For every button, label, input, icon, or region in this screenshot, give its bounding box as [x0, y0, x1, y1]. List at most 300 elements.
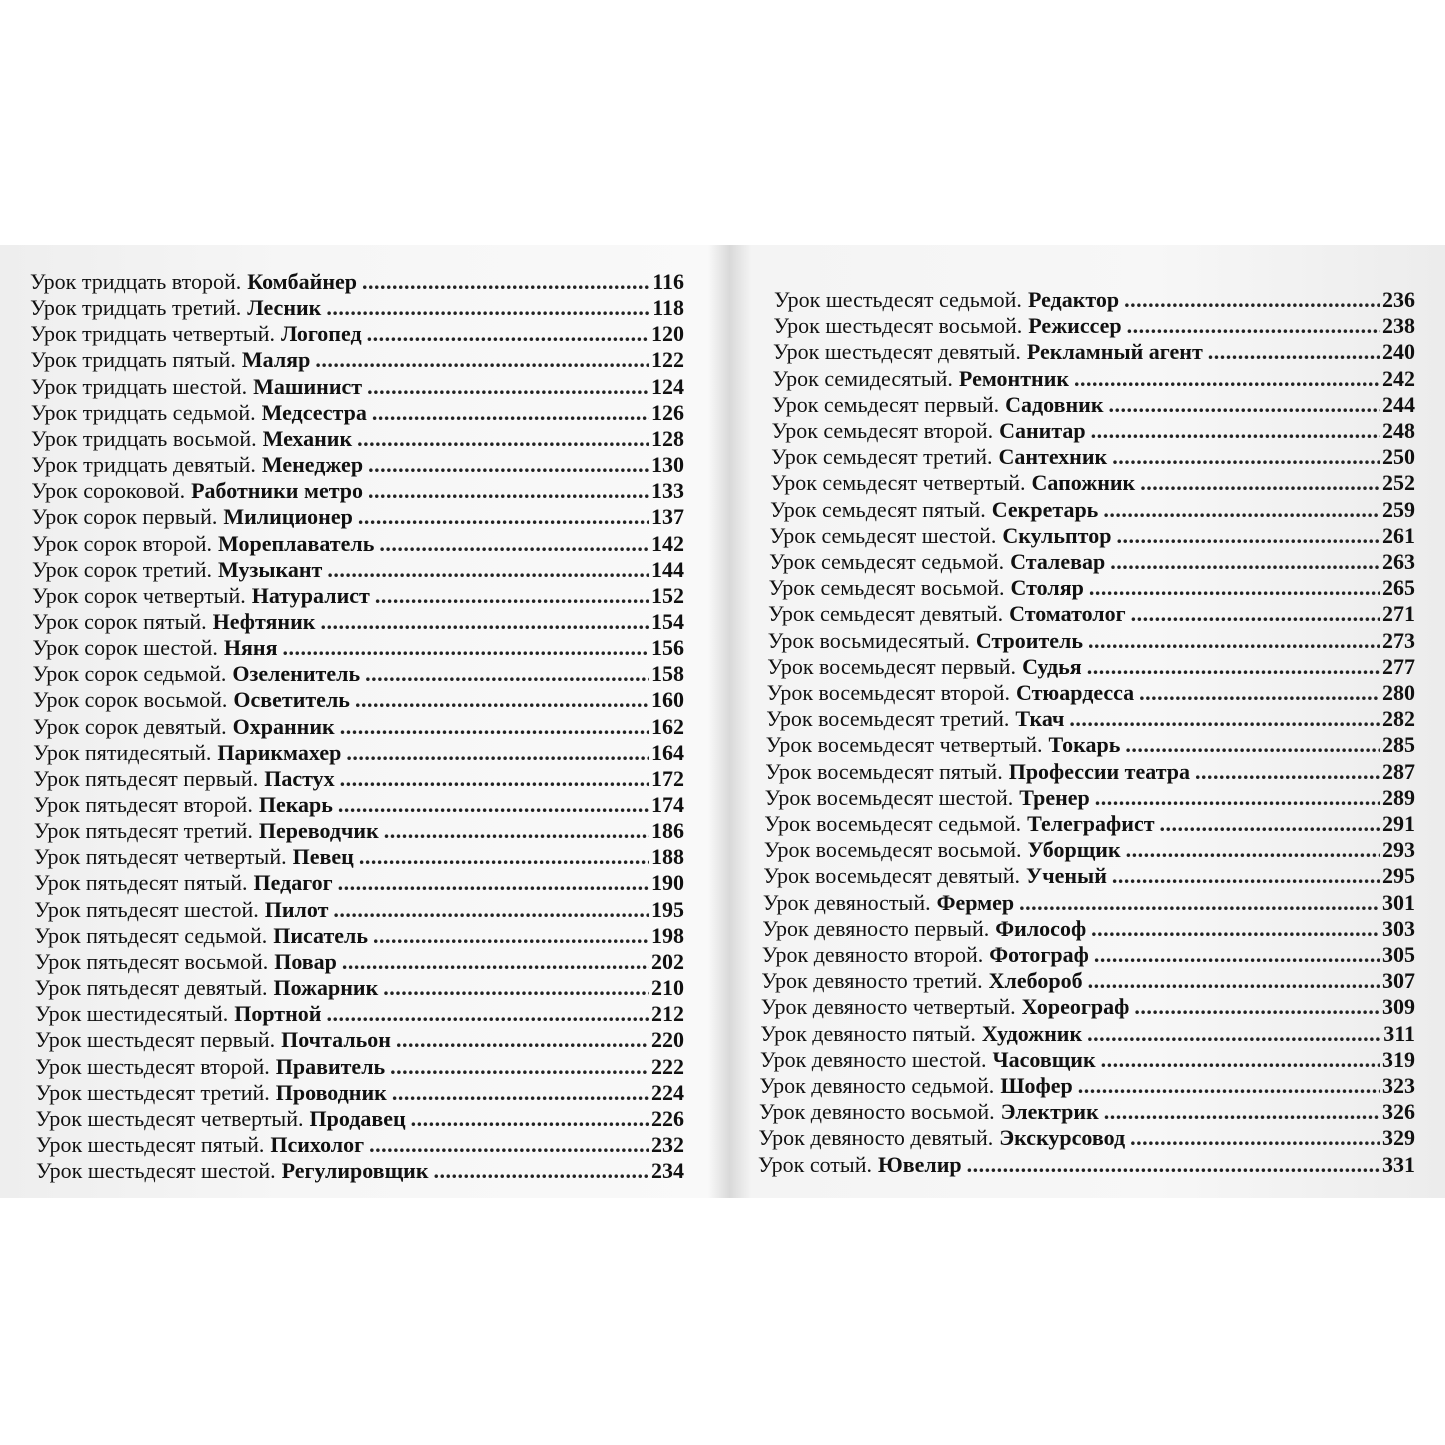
toc-entry [32, 583, 684, 609]
lesson-number: Урок тридцать четвертый. [30, 321, 275, 347]
page-number: 174 [650, 792, 684, 817]
toc-entry [36, 1132, 684, 1158]
lesson-title: Пастух [264, 765, 335, 791]
dot-leader [340, 714, 649, 740]
page-number: 118 [652, 295, 684, 321]
page-number: 248 [1381, 418, 1415, 443]
toc-entry [774, 287, 1415, 313]
lesson-number: Урок семидесятый. [772, 365, 953, 391]
page-number: 126 [650, 399, 684, 425]
dot-leader [967, 1152, 1380, 1178]
page-number: 309 [1381, 994, 1415, 1020]
dot-leader [1087, 654, 1380, 680]
dot-leader [1112, 863, 1380, 889]
toc-entry [760, 1021, 1415, 1047]
page-number: 295 [1381, 863, 1415, 889]
dot-leader [1140, 470, 1380, 496]
lesson-title: Лесник [247, 295, 322, 321]
lesson-title: Менеджер [261, 452, 364, 478]
toc-entry [34, 897, 684, 923]
dot-leader [1124, 287, 1380, 313]
lesson-number: Урок тридцать девятый. [31, 452, 256, 478]
lesson-title: Педагог [253, 870, 333, 896]
dot-leader [1195, 759, 1380, 785]
lesson-number: Урок шестьдесят четвертый. [35, 1105, 304, 1131]
lesson-title: Шофер [1000, 1073, 1073, 1098]
lesson-number: Урок шестьдесят девятый. [773, 339, 1021, 365]
dot-leader [338, 870, 649, 896]
lesson-title: Уборщик [1027, 837, 1121, 863]
lesson-title: Ученый [1026, 863, 1107, 889]
dot-leader [368, 478, 649, 504]
lesson-number: Урок восемьдесят пятый. [765, 758, 1003, 784]
toc-entry [767, 654, 1415, 680]
page-number: 190 [650, 870, 684, 896]
dot-leader [396, 1027, 649, 1053]
lesson-number: Урок семьдесят восьмой. [768, 575, 1005, 601]
dot-leader [367, 374, 649, 400]
page-number: 301 [1381, 889, 1415, 915]
dot-leader [1139, 680, 1380, 706]
dot-leader [1160, 811, 1380, 837]
toc-entry [760, 1047, 1415, 1073]
lesson-number: Урок тридцать пятый. [30, 347, 236, 373]
toc-entry [32, 635, 684, 661]
lesson-number: Урок девяносто девятый. [758, 1125, 994, 1151]
lesson-number: Урок шестидесятый. [34, 1001, 229, 1027]
page-number: 307 [1381, 968, 1415, 994]
lesson-title: Проводник [275, 1079, 387, 1105]
toc-entry [35, 1080, 684, 1106]
toc-entry [773, 366, 1415, 392]
lesson-number: Урок девяносто пятый. [760, 1020, 976, 1046]
dot-leader [1088, 628, 1380, 654]
lesson-title: Художник [981, 1020, 1083, 1046]
page-number: 287 [1381, 758, 1415, 784]
dot-leader [357, 426, 649, 452]
page-number: 133 [650, 478, 684, 504]
page-number: 326 [1381, 1099, 1415, 1125]
lesson-number: Урок пятидесятый. [33, 739, 212, 765]
lesson-number: Урок девяносто седьмой. [759, 1073, 995, 1098]
lesson-title: Скульптор [1002, 522, 1112, 548]
lesson-title: Стоматолог [1009, 601, 1126, 627]
toc-entry [35, 1001, 684, 1027]
toc-entry [772, 418, 1415, 444]
lesson-title: Часовщик [992, 1046, 1096, 1072]
lesson-title: Осветитель [233, 687, 350, 713]
lesson-number: Урок пятьдесят второй. [33, 792, 253, 817]
dot-leader [1089, 575, 1380, 601]
toc-entry [30, 295, 684, 321]
page-number: 331 [1382, 1151, 1415, 1177]
dot-leader [383, 975, 649, 1001]
lesson-number: Урок сороковой. [31, 478, 186, 504]
lesson-title: Правитель [275, 1053, 386, 1079]
toc-entry [34, 844, 684, 870]
page-number: 116 [652, 269, 684, 294]
page-number: 120 [650, 321, 684, 347]
lesson-number: Урок восемьдесят третий. [766, 706, 1010, 732]
dot-leader [359, 844, 649, 870]
page-number: 137 [650, 504, 684, 530]
page-number: 236 [1382, 287, 1415, 312]
page-number: 128 [650, 425, 684, 451]
lesson-number: Урок пятьдесят первый. [33, 765, 259, 791]
toc-entry [30, 269, 684, 295]
lesson-number: Урок шестьдесят восьмой. [773, 313, 1023, 339]
toc-entry [769, 575, 1415, 601]
lesson-number: Урок тридцать второй. [30, 269, 242, 294]
lesson-number: Урок пятьдесят седьмой. [34, 922, 268, 948]
lesson-number: Урок семьдесят третий. [771, 444, 993, 470]
lesson-number: Урок восьмидесятый. [767, 627, 970, 653]
dot-leader [1134, 994, 1380, 1020]
lesson-title: Хлебороб [988, 968, 1083, 994]
lesson-number: Урок семьдесят шестой. [769, 522, 997, 548]
toc-entry [35, 1054, 684, 1080]
dot-leader [1103, 497, 1380, 523]
toc-entry [772, 392, 1415, 418]
lesson-number: Урок сорок первый. [31, 504, 218, 530]
dot-leader [1094, 942, 1380, 968]
lesson-title: Редактор [1027, 287, 1120, 312]
toc-entry [766, 706, 1415, 732]
lesson-title: Маляр [241, 347, 311, 373]
lesson-number: Урок восемьдесят первый. [767, 653, 1017, 679]
lesson-title: Токарь [1048, 732, 1121, 758]
page-number: 220 [650, 1027, 684, 1053]
toc-entry [32, 504, 684, 530]
toc-entry [773, 339, 1415, 365]
toc-entry [31, 478, 684, 504]
dot-leader [1112, 444, 1380, 470]
dot-leader [315, 347, 649, 373]
page-number: 172 [650, 765, 684, 791]
lesson-number: Урок семьдесят второй. [771, 418, 994, 443]
dot-leader [1126, 837, 1380, 863]
lesson-number: Урок сотый. [758, 1151, 872, 1177]
toc-entry [762, 916, 1415, 942]
page-number: 277 [1381, 653, 1415, 679]
lesson-title: Фермер [936, 889, 1015, 915]
page-number: 293 [1381, 837, 1415, 863]
lesson-title: Певец [292, 844, 354, 870]
toc-entry [761, 968, 1415, 994]
lesson-number: Урок сорок четвертый. [32, 582, 246, 608]
page-number: 222 [650, 1053, 684, 1079]
page-number: 240 [1381, 339, 1415, 365]
toc-entry [32, 531, 684, 557]
dot-leader [1125, 732, 1380, 758]
lesson-number: Урок тридцать восьмой. [31, 425, 257, 451]
lesson-title: Машинист [253, 373, 363, 399]
toc-entry [770, 523, 1415, 549]
toc-entry [768, 628, 1415, 654]
lesson-title: Портной [234, 1001, 322, 1027]
dot-leader [367, 321, 649, 347]
lesson-title: Пекарь [258, 792, 333, 817]
toc-entry [765, 759, 1415, 785]
lesson-title: Пожарник [273, 975, 379, 1001]
lesson-number: Урок шестьдесят третий. [35, 1079, 270, 1105]
toc-entry [34, 818, 684, 844]
dot-leader [346, 740, 649, 766]
lesson-title: Почтальон [281, 1027, 391, 1053]
lesson-number: Урок девяносто шестой. [759, 1046, 987, 1072]
lesson-title: Парикмахер [217, 739, 342, 765]
page-number: 261 [1381, 522, 1415, 548]
lesson-title: Философ [995, 915, 1087, 941]
lesson-title: Телеграфист [1027, 811, 1155, 836]
lesson-number: Урок пятьдесят четвертый. [33, 844, 287, 870]
lesson-number: Урок сорок седьмой. [32, 661, 227, 687]
dot-leader [326, 295, 650, 321]
toc-entry [758, 1125, 1415, 1151]
toc-entry [30, 321, 684, 347]
lesson-title: Ремонтник [958, 365, 1070, 391]
toc-entry [759, 1073, 1415, 1099]
toc-entry [34, 870, 684, 896]
lesson-title: Психолог [270, 1131, 365, 1157]
left-page [0, 245, 720, 1198]
page-number: 124 [650, 373, 684, 399]
lesson-number: Урок девяносто первый. [762, 915, 990, 941]
dot-leader [342, 949, 649, 975]
page-number: 259 [1381, 496, 1415, 522]
lesson-number: Урок сорок второй. [31, 530, 212, 556]
lesson-title: Сталевар [1010, 549, 1106, 574]
lesson-number: Урок девяносто четвертый. [760, 994, 1016, 1020]
page-number: 265 [1381, 575, 1415, 601]
lesson-number: Урок пятьдесят третий. [33, 818, 253, 844]
lesson-title: Медсестра [261, 399, 367, 425]
lesson-number: Урок восемьдесят второй. [766, 680, 1011, 705]
dot-leader [1116, 523, 1380, 549]
toc-entry [33, 714, 684, 740]
lesson-number: Урок семьдесят четвертый. [770, 470, 1026, 496]
lesson-number: Урок пятьдесят девятый. [34, 975, 268, 1001]
page-number: 238 [1381, 313, 1415, 339]
dot-leader [369, 1132, 649, 1158]
dot-leader [1078, 1073, 1380, 1099]
lesson-number: Урок девяносто второй. [761, 942, 984, 967]
lesson-title: Стюардесса [1016, 680, 1135, 705]
lesson-number: Урок восемьдесят четвертый. [765, 732, 1043, 758]
page-number: 158 [650, 661, 684, 687]
lesson-title: Тренер [1019, 784, 1090, 810]
lesson-title: Пилот [264, 896, 329, 922]
lesson-title: Ювелир [877, 1151, 962, 1177]
page-number: 152 [650, 582, 684, 608]
toc-entry [761, 994, 1415, 1020]
lesson-title: Фотограф [989, 942, 1089, 967]
dot-leader [355, 687, 649, 713]
lesson-number: Урок восемьдесят седьмой. [764, 811, 1022, 836]
dot-leader [338, 792, 649, 818]
toc-entry [766, 732, 1415, 758]
toc-entry [764, 811, 1415, 837]
toc-entry [768, 601, 1415, 627]
lesson-number: Урок семьдесят первый. [772, 391, 1000, 417]
lesson-number: Урок пятьдесят восьмой. [34, 948, 269, 974]
page-number: 156 [650, 635, 684, 661]
page-number: 154 [650, 608, 684, 634]
dot-leader [372, 400, 649, 426]
page-number: 212 [650, 1001, 684, 1027]
toc-entry [758, 1152, 1415, 1178]
lesson-title: Электрик [1000, 1099, 1099, 1125]
dot-leader [1091, 916, 1380, 942]
book-spread [0, 245, 1445, 1198]
lesson-number: Урок восемьдесят девятый. [763, 863, 1021, 889]
lesson-number: Урок тридцать седьмой. [30, 399, 256, 425]
dot-leader [358, 504, 649, 530]
lesson-title: Мореплаватель [217, 530, 375, 556]
lesson-title: Судья [1022, 653, 1082, 679]
lesson-title: Озеленитель [232, 661, 361, 687]
page-number: 198 [650, 922, 684, 948]
lesson-title: Сантехник [998, 444, 1108, 470]
lesson-title: Музыкант [218, 556, 323, 582]
toc-entry [35, 1027, 684, 1053]
dot-leader [368, 452, 649, 478]
lesson-title: Охранник [232, 713, 335, 739]
toc-entry [759, 1099, 1415, 1125]
page-number: 329 [1381, 1125, 1415, 1151]
lesson-number: Урок тридцать шестой. [30, 373, 248, 399]
lesson-number: Урок восемьдесят шестой. [764, 784, 1014, 810]
dot-leader [1127, 313, 1380, 339]
toc-entry [762, 942, 1415, 968]
dot-leader [1130, 1125, 1380, 1151]
page-number: 323 [1381, 1073, 1415, 1098]
page-number: 289 [1381, 784, 1415, 810]
lesson-number: Урок восемьдесят восьмой. [763, 837, 1022, 863]
toc-entry [33, 766, 684, 792]
dot-leader [1208, 339, 1380, 365]
toc-entry [767, 680, 1415, 706]
page-number: 271 [1381, 601, 1415, 627]
toc-entry [771, 470, 1415, 496]
page-number: 280 [1381, 680, 1415, 705]
lesson-title: Работники метро [191, 478, 364, 504]
page-number: 160 [650, 687, 684, 713]
lesson-title: Ткач [1015, 706, 1065, 732]
lesson-number: Урок шестьдесят седьмой. [774, 287, 1022, 312]
dot-leader [1095, 785, 1380, 811]
lesson-title: Строитель [975, 627, 1083, 653]
dot-leader [1091, 418, 1380, 444]
dot-leader [333, 897, 649, 923]
dot-leader [327, 557, 649, 583]
lesson-title: Комбайнер [247, 269, 358, 294]
dot-leader [1110, 549, 1380, 575]
toc-entry [34, 923, 684, 949]
page-number: 202 [650, 948, 684, 974]
toc-entry [31, 426, 684, 452]
page-number: 311 [1383, 1020, 1415, 1046]
page-number: 234 [651, 1158, 684, 1184]
toc-entry [764, 837, 1415, 863]
toc-entry [31, 347, 684, 373]
page-number: 285 [1381, 732, 1415, 758]
lesson-number: Урок семьдесят девятый. [768, 601, 1004, 627]
toc-entry [769, 549, 1415, 575]
page-number: 252 [1381, 470, 1415, 496]
toc-entry [36, 1106, 684, 1132]
page-number: 144 [650, 556, 684, 582]
dot-leader [411, 1106, 649, 1132]
dot-leader [365, 661, 649, 687]
toc-entry [765, 785, 1415, 811]
lesson-number: Урок тридцать третий. [30, 295, 242, 321]
lesson-title: Натуралист [251, 582, 370, 608]
lesson-title: Переводчик [258, 818, 379, 844]
toc-entry [763, 890, 1415, 916]
toc-entry [763, 863, 1415, 889]
lesson-title: Повар [274, 948, 337, 974]
dot-leader [375, 583, 649, 609]
toc-entry [35, 949, 684, 975]
dot-leader [320, 609, 649, 635]
lesson-title: Режиссер [1028, 313, 1122, 339]
lesson-title: Милиционер [223, 504, 353, 530]
lesson-number: Урок сорок пятый. [32, 608, 207, 634]
lesson-title: Сапожник [1031, 470, 1136, 496]
dot-leader [1087, 1021, 1381, 1047]
page-number: 303 [1381, 915, 1415, 941]
page-number: 319 [1381, 1046, 1415, 1072]
dot-leader [1074, 366, 1380, 392]
page-number: 122 [650, 347, 684, 373]
toc-entry [774, 313, 1415, 339]
dot-leader [373, 923, 649, 949]
right-page [720, 245, 1445, 1198]
lesson-title: Писатель [273, 922, 369, 948]
lesson-number: Урок шестьдесят пятый. [35, 1131, 265, 1157]
toc-entry [770, 497, 1415, 523]
dot-leader [1088, 968, 1380, 994]
page-number: 130 [650, 452, 684, 478]
lesson-number: Урок сорок девятый. [33, 713, 227, 739]
dot-leader [1104, 1099, 1380, 1125]
dot-leader [1019, 890, 1380, 916]
page-number: 232 [650, 1131, 684, 1157]
page-number: 142 [650, 530, 684, 556]
lesson-title: Садовник [1005, 391, 1104, 417]
dot-leader [1101, 1047, 1380, 1073]
lesson-number: Урок сорок третий. [31, 556, 213, 582]
lesson-title: Профессии театра [1008, 758, 1190, 784]
toc-entry [32, 557, 684, 583]
lesson-title: Продавец [309, 1105, 406, 1131]
lesson-number: Урок шестьдесят первый. [35, 1027, 276, 1053]
dot-leader [392, 1080, 649, 1106]
page-number: 188 [650, 844, 684, 870]
toc-entry [33, 661, 684, 687]
lesson-number: Урок семьдесят пятый. [770, 496, 986, 522]
toc-entry [32, 609, 684, 635]
dot-leader [434, 1158, 650, 1184]
page-number: 162 [651, 713, 684, 739]
page-number: 305 [1381, 942, 1415, 967]
page-number: 210 [650, 975, 684, 1001]
toc-entry [771, 444, 1415, 470]
toc-entry [31, 452, 684, 478]
lesson-title: Регулировщик [281, 1158, 429, 1184]
lesson-title: Санитар [999, 418, 1086, 443]
